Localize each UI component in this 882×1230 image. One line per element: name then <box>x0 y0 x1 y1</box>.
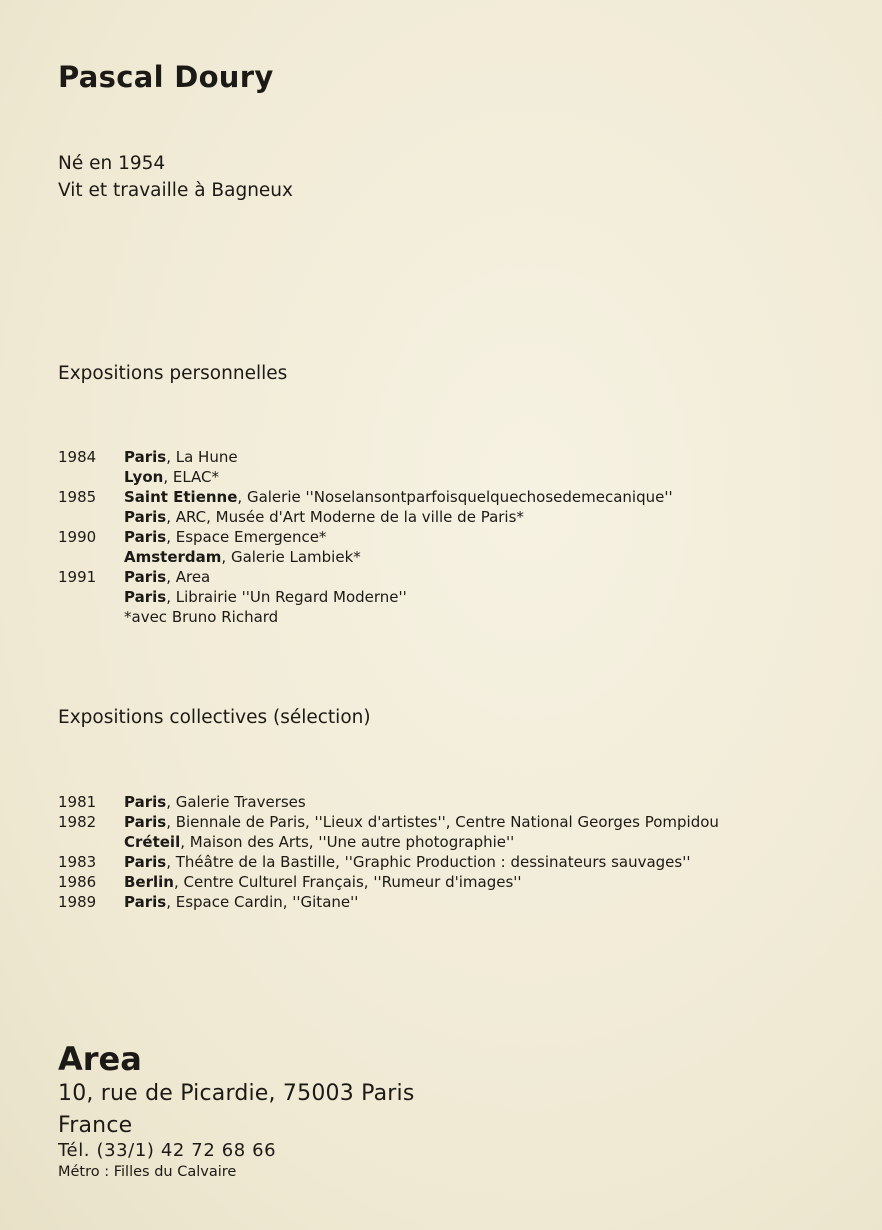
birth-line: Né en 1954 <box>58 153 166 174</box>
gallery-address <box>58 1078 414 1142</box>
artist-bio <box>58 150 293 204</box>
exhibition-row <box>58 587 673 607</box>
exhibition-venue: , Galerie Lambiek* <box>221 548 361 566</box>
exhibition-entry <box>124 567 210 587</box>
exhibition-year: 1991 <box>58 568 97 586</box>
exhibition-city: Amsterdam <box>124 548 222 566</box>
exhibition-city: Paris <box>124 813 167 831</box>
exhibition-row <box>58 832 719 852</box>
exhibition-venue: , Maison des Arts, ''Une autre photographie'' <box>180 833 515 851</box>
exhibition-venue: , Biennale de Paris, ''Lieux d'artistes'', Centre National Georges Pompidou <box>166 813 719 831</box>
exhibition-year: 1983 <box>58 853 97 871</box>
exhibition-entry <box>124 447 238 467</box>
exhibition-year: 1981 <box>58 793 97 811</box>
exhibition-venue: , Galerie Traverses <box>166 793 306 811</box>
exhibition-row <box>58 527 673 547</box>
exhibition-year: 1982 <box>58 813 97 831</box>
exhibition-city: Paris <box>124 568 167 586</box>
exhibition-year: 1985 <box>58 488 97 506</box>
exhibition-venue: , Galerie ''Noselansontparfoisquelquechosedemecanique'' <box>237 488 673 506</box>
exhibition-entry <box>124 892 358 912</box>
exhibition-city: Paris <box>124 528 167 546</box>
exhibition-year: 1990 <box>58 528 97 546</box>
exhibition-year: 1986 <box>58 873 97 891</box>
exhibition-entry <box>124 812 719 832</box>
exhibition-entry <box>124 467 219 487</box>
exhibition-entry <box>124 872 522 892</box>
exhibition-row <box>58 892 719 912</box>
residence-line: Vit et travaille à Bagneux <box>58 180 293 201</box>
exhibition-row <box>58 852 719 872</box>
exhibition-row <box>58 547 673 567</box>
gallery-street: 10, rue de Picardie, 75003 Paris <box>58 1081 415 1106</box>
exhibition-city: Paris <box>124 853 167 871</box>
exhibition-year: 1989 <box>58 893 97 911</box>
gallery-metro: Métro : Filles du Calvaire <box>58 1164 237 1180</box>
exhibition-year <box>58 547 124 567</box>
gallery-phone: Tél. (33/1) 42 72 68 66 <box>58 1140 277 1161</box>
personal-exhibitions-heading: Expositions personnelles <box>58 363 288 384</box>
exhibition-year <box>58 587 124 607</box>
exhibition-year <box>58 507 124 527</box>
exhibition-venue: , Librairie ''Un Regard Moderne'' <box>166 588 407 606</box>
exhibition-entry <box>124 852 690 872</box>
exhibition-city: Paris <box>124 588 167 606</box>
exhibition-venue: , Centre Culturel Français, ''Rumeur d'images'' <box>173 873 522 891</box>
exhibition-city: Paris <box>124 893 167 911</box>
exhibition-row <box>58 467 673 487</box>
exhibition-footnote: *avec Bruno Richard <box>124 608 279 626</box>
exhibition-row <box>58 567 673 587</box>
exhibition-row <box>58 792 719 812</box>
gallery-name: Area <box>58 1040 142 1078</box>
exhibition-row <box>58 872 719 892</box>
collective-exhibitions-heading: Expositions collectives (sélection) <box>58 707 371 728</box>
exhibition-venue: , ELAC* <box>163 468 219 486</box>
exhibition-city: Paris <box>124 448 167 466</box>
exhibition-venue: , ARC, Musée d'Art Moderne de la ville de Paris* <box>166 508 524 526</box>
personal-exhibitions-list <box>58 447 673 627</box>
exhibition-year <box>58 467 124 487</box>
exhibition-entry <box>124 487 673 507</box>
exhibition-entry <box>124 547 361 567</box>
exhibition-entry <box>124 792 306 812</box>
exhibition-city: Paris <box>124 508 167 526</box>
exhibition-row <box>58 507 673 527</box>
exhibition-city: Saint Etienne <box>124 488 238 506</box>
exhibition-city: Paris <box>124 793 167 811</box>
exhibition-city: Berlin <box>124 873 174 891</box>
artist-name: Pascal Doury <box>58 60 274 94</box>
exhibition-entry <box>124 832 514 852</box>
exhibition-entry <box>124 507 524 527</box>
exhibition-city: Lyon <box>124 468 164 486</box>
exhibition-city: Créteil <box>124 833 181 851</box>
exhibition-venue: , Espace Emergence* <box>166 528 327 546</box>
exhibition-row <box>58 812 719 832</box>
exhibition-entry <box>124 587 407 607</box>
exhibition-venue: , Area <box>166 568 211 586</box>
exhibition-year: 1984 <box>58 448 97 466</box>
exhibition-year <box>58 832 124 852</box>
exhibition-venue: , Espace Cardin, ''Gitane'' <box>166 893 359 911</box>
exhibition-row <box>58 487 673 507</box>
exhibition-entry <box>124 527 326 547</box>
exhibition-row <box>58 447 673 467</box>
exhibition-venue: , La Hune <box>166 448 238 466</box>
exhibition-venue: , Théâtre de la Bastille, ''Graphic Production : dessinateurs sauvages'' <box>166 853 691 871</box>
collective-exhibitions-list <box>58 792 719 912</box>
gallery-country: France <box>58 1113 133 1138</box>
